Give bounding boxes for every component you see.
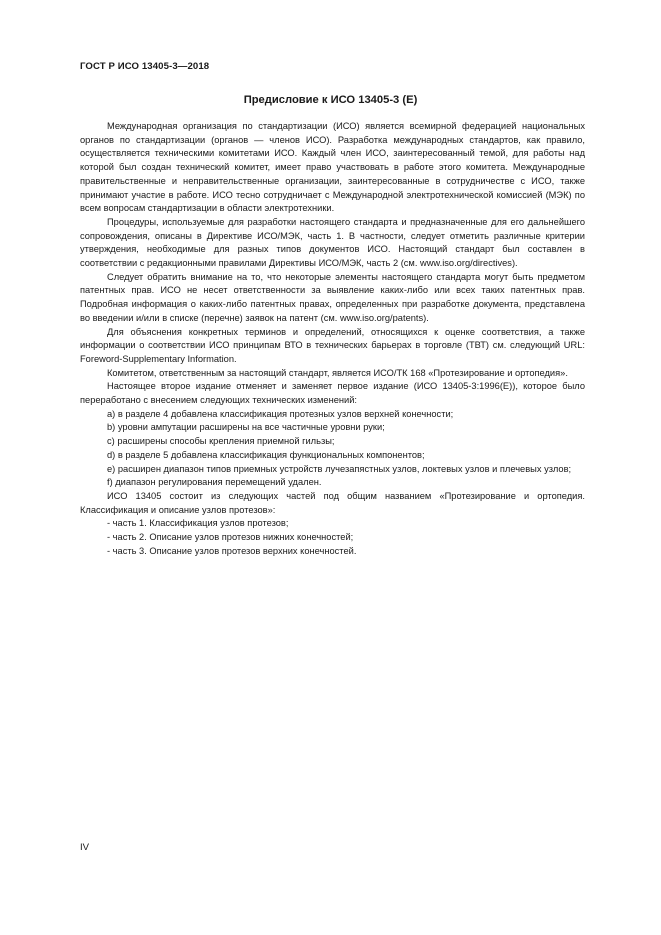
change-item: c) расширены способы крепления приемной гильзы;: [107, 436, 335, 447]
paragraph-iso-organization: Международная организация по стандартизации (ИСО) является всемирной федерацией национальных органов по стандартизации (органов — членов ИСО). Разработка международных стандартов, как правило, осуществляется техническими комитетами ИСО. Каждый член ИСО, заинтересованный темой, для работы над которой был создан технический комитет, имеет право участвовать в работе этого комитета. Международные правительственные и неправительственные организации, заинтересованные в сотрудничестве с ИСО, также принимают участие в работе. ИСО тесно сотрудничает с Международной электротехнической комиссией (МЭК) по всем вопросам стандартизации в области электротехники.: [80, 121, 585, 214]
paragraph-parts-intro: ИСО 13405 состоит из следующих частей под общим названием «Протезирование и ортопедия. Классификация и описание узлов протезов»:: [80, 490, 585, 515]
page-number: IV: [80, 842, 90, 853]
part-list-item: - часть 1. Классификация узлов протезов;: [107, 518, 289, 529]
paragraph-terms: Для объяснения конкретных терминов и определений, относящихся к оценке соответствия, а также информации о соответствии ИСО принципам ВТО в технических барьерах в торговле (ТВТ) см. следующий URL: Foreword-Supplementary Information.: [80, 326, 585, 364]
change-item: f) диапазон регулирования перемещений удален.: [107, 477, 322, 488]
change-item: e) расширен диапазон типов приемных устройств лучезапястных узлов, локтевых узлов и плечевых узлов;: [107, 463, 572, 474]
change-item: a) в разделе 4 добавлена классификация протезных узлов верхней конечности;: [107, 408, 454, 419]
document-code: ГОСТ Р ИСО 13405-3—2018: [80, 61, 210, 72]
page-title: Предисловие к ИСО 13405-3 (E): [243, 94, 418, 106]
foreword-body: [80, 120, 585, 559]
part-list-item: - часть 3. Описание узлов протезов верхних конечностей.: [107, 545, 357, 556]
paragraph-committee: Комитетом, ответственным за настоящий стандарт, является ИСО/ТК 168 «Протезирование и ортопедия».: [107, 367, 568, 378]
paragraph-edition: Настоящее второе издание отменяет и заменяет первое издание (ИСО 13405-3:1996(E)), которое было переработано с внесением следующих технических изменений:: [80, 381, 585, 406]
change-item: b) уровни ампутации расширены на все частичные уровни руки;: [107, 422, 385, 433]
part-list-item: - часть 2. Описание узлов протезов нижних конечностей;: [107, 532, 354, 543]
paragraph-procedures: Процедуры, используемые для разработки настоящего стандарта и предназначенные для его дальнейшего сопровождения, описаны в Директиве ИСО/МЭК, часть 1. В частности, следует отметить различные критерии утверждения, необходимые для разных типов документов ИСО. Настоящий стандарт был составлен в соответствии с редакционными правилами Директивы ИСО/МЭК, часть 2 (см. www.iso.org/directives).: [80, 216, 585, 269]
change-item: d) в разделе 5 добавлена классификация функциональных компонентов;: [107, 449, 425, 460]
paragraph-patents: Следует обратить внимание на то, что некоторые элементы настоящего стандарта могут быть предметом патентных прав. ИСО не несет ответственности за выявление каких-либо или всех таких патентных прав. Подробная информация о каких-либо патентных правах, определенных при разработке документа, представлена во введении и/или в списке (перечне) заявок на патент (см. www.iso.org/patents).: [80, 271, 585, 323]
